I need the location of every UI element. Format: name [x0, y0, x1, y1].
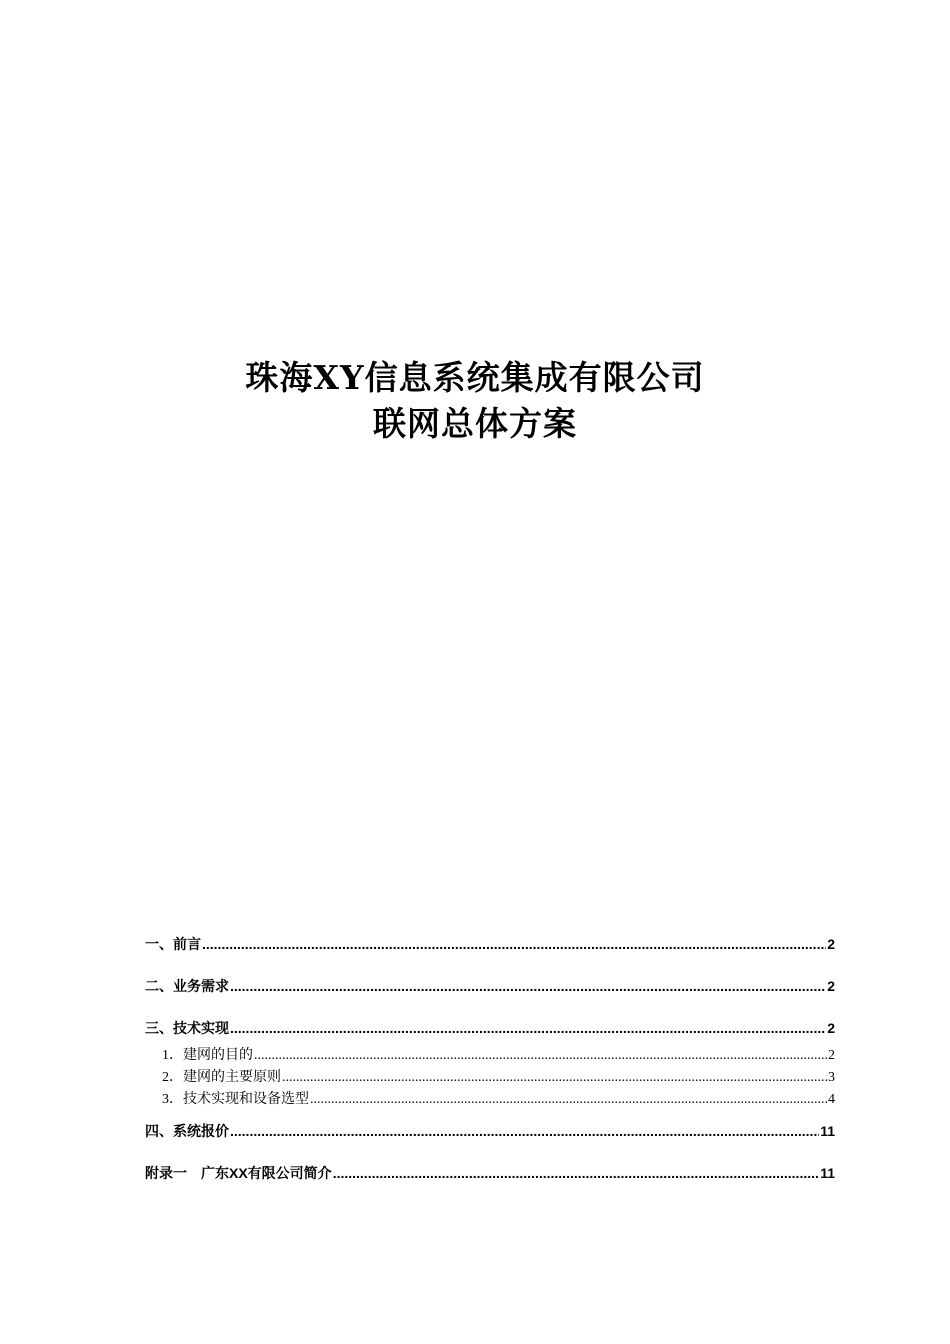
toc-dot-leader — [254, 1045, 827, 1067]
toc-dot-leader — [202, 934, 826, 955]
cover-title-line-2: 联网总体方案 — [373, 404, 577, 443]
toc-dot-leader — [333, 1163, 820, 1184]
cover-title — [0, 355, 950, 447]
toc-dot-leader — [230, 1121, 819, 1142]
toc-entry-label: 附录一 广东XX有限公司简介 — [145, 1165, 332, 1181]
toc-entry-label: 2．建网的主要原则 — [162, 1070, 281, 1085]
toc-page-number: 2 — [827, 978, 835, 994]
toc-page-number: 3 — [828, 1070, 835, 1085]
toc-entry-label: 二、业务需求 — [145, 978, 229, 994]
toc-subentry-equipment-selection[interactable] — [145, 1089, 835, 1111]
toc-page-number: 4 — [828, 1092, 835, 1107]
toc-entry-label: 一、前言 — [145, 936, 201, 952]
toc-page-number: 2 — [827, 1020, 835, 1036]
toc-page-number: 2 — [828, 1048, 835, 1063]
toc-entry-label: 3．技术实现和设备选型 — [162, 1092, 309, 1107]
toc-page-number: 11 — [820, 1165, 835, 1181]
toc-entry-technical-implementation[interactable] — [145, 1018, 835, 1039]
toc-entry-label: 三、技术实现 — [145, 1020, 229, 1036]
toc-entry-label: 1．建网的目的 — [162, 1048, 253, 1063]
table-of-contents — [145, 934, 835, 1184]
toc-page-number: 2 — [827, 936, 835, 952]
toc-dot-leader — [230, 1018, 826, 1039]
toc-entry-label: 四、系统报价 — [145, 1123, 229, 1139]
toc-entry-system-quotation[interactable] — [145, 1121, 835, 1142]
toc-dot-leader — [230, 976, 826, 997]
toc-dot-leader — [310, 1089, 827, 1111]
toc-page-number: 11 — [820, 1123, 835, 1139]
toc-entry-business-requirements[interactable] — [145, 976, 835, 997]
toc-subentry-network-purpose[interactable] — [145, 1045, 835, 1067]
toc-entry-preface[interactable] — [145, 934, 835, 955]
toc-dot-leader — [282, 1067, 827, 1089]
toc-entry-appendix-one[interactable] — [145, 1163, 835, 1184]
cover-title-line-1: 珠海XY信息系统集成有限公司 — [245, 358, 705, 397]
toc-subentry-network-principles[interactable] — [145, 1067, 835, 1089]
